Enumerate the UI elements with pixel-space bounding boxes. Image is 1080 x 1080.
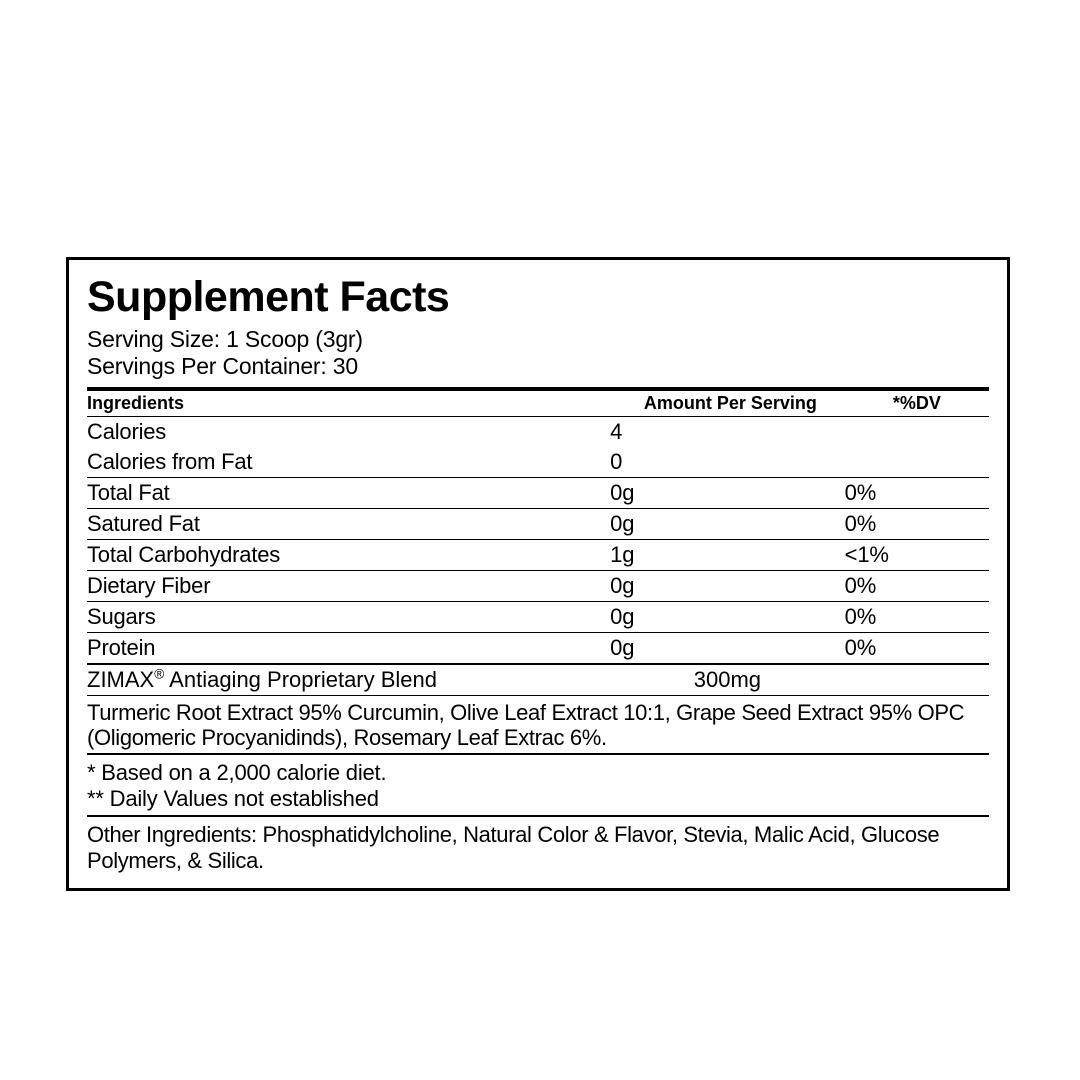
blend-name-prefix: ZIMAX (87, 667, 155, 693)
table-header-row (87, 391, 989, 417)
row-dv (845, 417, 989, 448)
supplement-facts-panel (66, 257, 1010, 891)
blend-dv (845, 664, 989, 695)
nutrition-table (87, 391, 989, 695)
table-row (87, 447, 989, 478)
row-label: Total Carbohydrates (87, 540, 610, 571)
table-row (87, 633, 989, 665)
row-amount: 0g (610, 602, 845, 633)
row-dv: 0% (845, 633, 989, 665)
table-row (87, 602, 989, 633)
blend-label (87, 664, 610, 695)
table-row (87, 540, 989, 571)
row-label: Sugars (87, 602, 610, 633)
row-label: Total Fat (87, 478, 610, 509)
footnote-calorie-diet: * Based on a 2,000 calorie diet. (87, 760, 387, 786)
row-dv: 0% (845, 602, 989, 633)
header-amount-per-serving: Amount Per Serving (643, 393, 817, 414)
header-ingredients: Ingredients (87, 393, 185, 414)
row-dv (845, 447, 989, 478)
row-dv: <1% (845, 540, 989, 571)
servings-per-container: Servings Per Container: 30 (87, 352, 358, 379)
row-dv: 0% (845, 571, 989, 602)
row-label: Satured Fat (87, 509, 610, 540)
footnote-daily-values: ** Daily Values not established (87, 786, 379, 812)
table-row (87, 509, 989, 540)
row-label: Protein (87, 633, 610, 665)
blend-name-suffix: Antiaging Proprietary Blend (164, 667, 438, 693)
row-amount: 4 (610, 417, 845, 448)
row-amount: 1g (610, 540, 845, 571)
table-row (87, 571, 989, 602)
row-label: Calories from Fat (87, 449, 253, 475)
blend-amount: 300mg (610, 664, 845, 695)
row-amount: 0g (610, 509, 845, 540)
row-amount: 0g (610, 571, 845, 602)
row-amount: 0 (610, 449, 623, 475)
row-dv: 0% (845, 478, 989, 509)
page-title: Supplement Facts (87, 273, 450, 321)
row-amount: 0g (610, 478, 845, 509)
footnotes (87, 755, 989, 815)
table-row (87, 478, 989, 509)
row-label: Dietary Fiber (87, 571, 610, 602)
table-row (87, 417, 989, 448)
proprietary-blend-row (87, 664, 989, 695)
serving-size: Serving Size: 1 Scoop (3gr) (87, 325, 363, 352)
row-amount: 0g (610, 633, 845, 665)
blend-ingredient-list: Turmeric Root Extract 95% Curcumin, Olive Leaf Extract 10:1, Grape Seed Extract 95% OPC (Oligomeric Procyanidinds), Rosemary Leaf Extrac 6%. (87, 695, 989, 753)
other-ingredients: Other Ingredients: Phosphatidylcholine, Natural Color & Flavor, Stevia, Malic Acid, Glucose Polymers, & Silica. (87, 822, 940, 874)
row-label: Calories (87, 417, 610, 448)
row-dv: 0% (845, 509, 989, 540)
header-percent-dv: *%DV (892, 393, 941, 414)
registered-trademark-icon: ® (154, 666, 165, 682)
